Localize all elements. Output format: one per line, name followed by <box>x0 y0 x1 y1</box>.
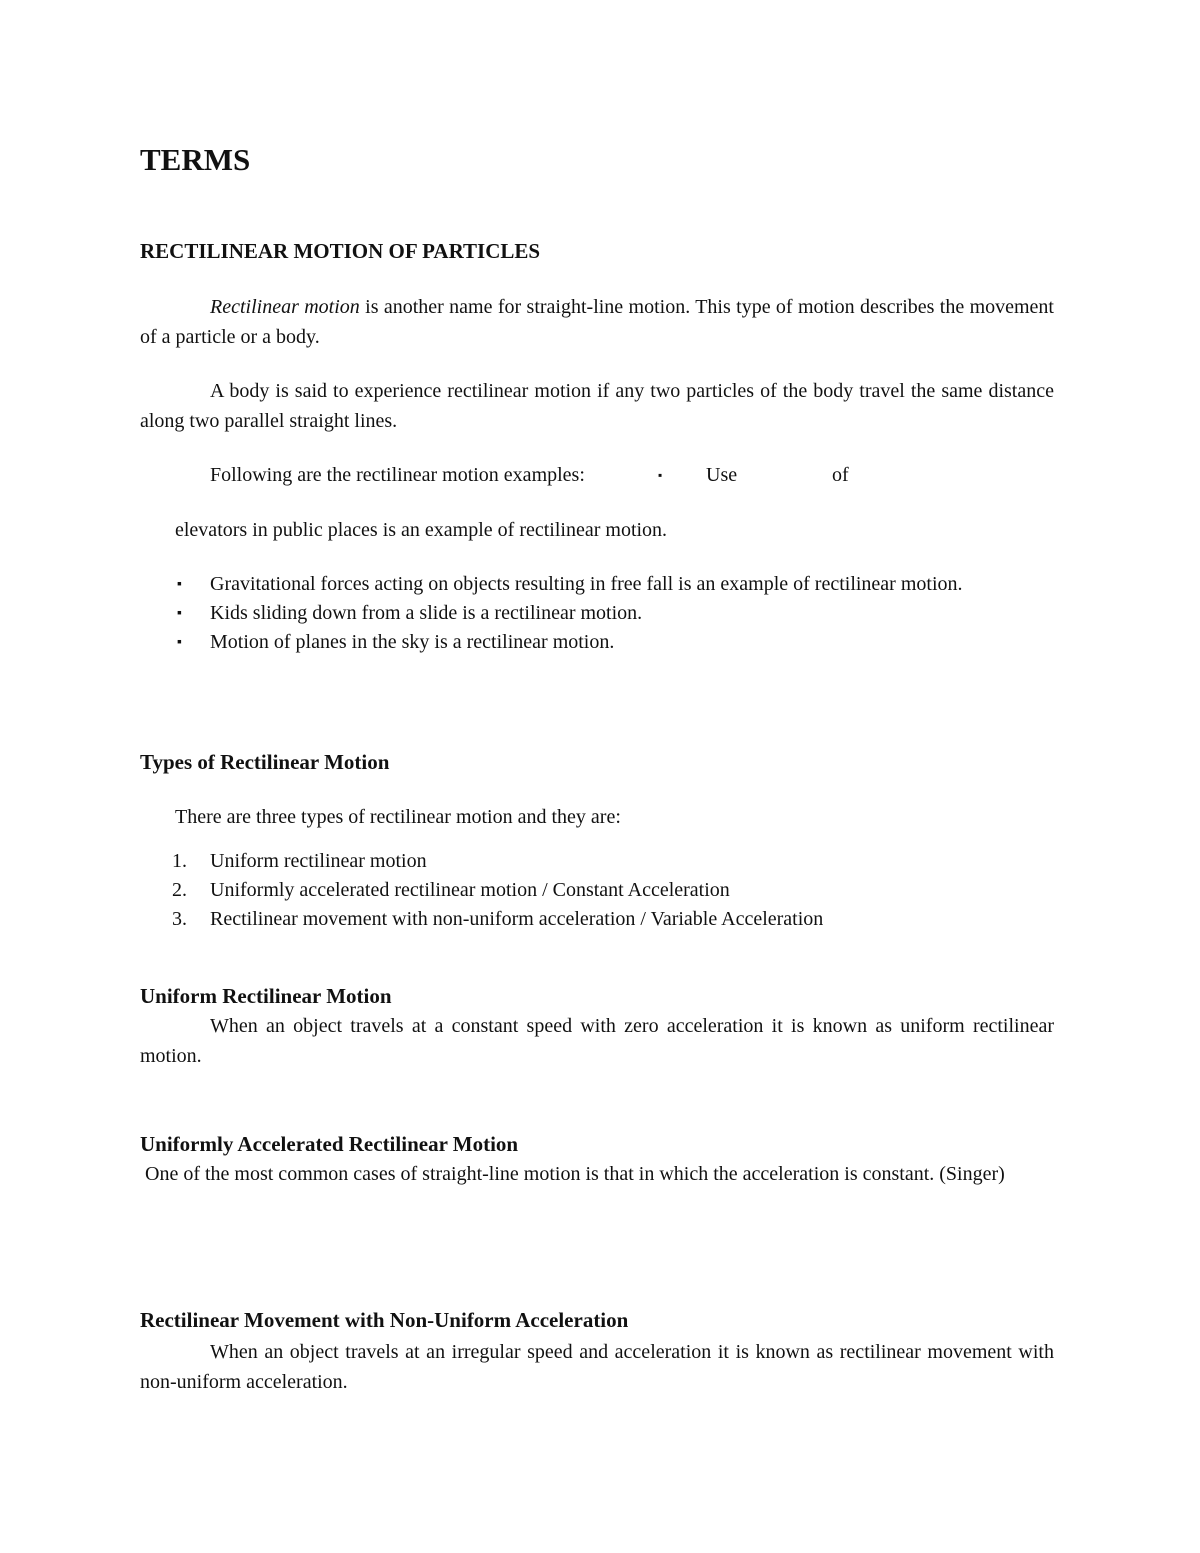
section-heading-rectilinear-motion: RECTILINEAR MOTION OF PARTICLES <box>140 239 541 263</box>
examples-of-word: of <box>832 464 849 486</box>
types-numbered-list <box>172 847 1054 934</box>
list-item: 1. Uniform rectilinear motion <box>172 850 427 872</box>
list-item: 3. Rectilinear movement with non-uniform acceleration / Variable Acceleration <box>172 908 824 930</box>
paragraph-definition <box>140 292 1054 352</box>
page-title: TERMS <box>140 142 251 177</box>
inline-bullet: ▪ <box>658 468 663 482</box>
list-item: ▪ Kids sliding down from a slide is a rectilinear motion. <box>172 599 1054 628</box>
elevators-example: elevators in public places is an example of rectilinear motion. <box>175 519 668 541</box>
examples-use-word: Use <box>706 464 738 486</box>
bullet-icon: ▪ <box>177 606 182 621</box>
paragraph-uniformly-accelerated: One of the most common cases of straight-line motion is that in which the acceleration is constant. (Singer) <box>145 1163 1005 1185</box>
section-heading-uniformly-accelerated: Uniformly Accelerated Rectilinear Motion <box>140 1132 519 1156</box>
list-item: ▪ Motion of planes in the sky is a rectilinear motion. <box>172 628 1054 657</box>
list-item: ▪ Gravitational forces acting on objects resulting in free fall is an example of rectilinear motion. <box>172 570 1054 599</box>
examples-intro: Following are the rectilinear motion examples: <box>210 464 585 486</box>
bullet-icon: ▪ <box>177 577 182 592</box>
body-rectilinear-text: A body is said to experience rectilinear motion if any two particles of the body travel the same distance along two parallel straight lines. <box>140 380 1054 432</box>
paragraph-body-rectilinear <box>140 376 1054 436</box>
section-heading-types: Types of Rectilinear Motion <box>140 750 390 774</box>
types-intro: There are three types of rectilinear motion and they are: <box>175 806 621 828</box>
paragraph-non-uniform: When an object travels at an irregular speed and acceleration it is known as rectilinear movement with non-uniform acceleration. <box>140 1341 1054 1393</box>
examples-bullet-list <box>172 570 1054 657</box>
italic-term: Rectilinear motion <box>210 296 360 318</box>
paragraph-uniform: When an object travels at a constant speed with zero acceleration it is known as uniform rectilinear motion. <box>140 1015 1054 1067</box>
list-item: 2. Uniformly accelerated rectilinear motion / Constant Acceleration <box>172 879 730 901</box>
bullet-icon: ▪ <box>177 635 182 650</box>
section-heading-non-uniform: Rectilinear Movement with Non-Uniform Acceleration <box>140 1308 629 1332</box>
section-heading-uniform: Uniform Rectilinear Motion <box>140 984 392 1008</box>
definition-text: is another name for straight-line motion. This type of motion describes the movement of a particle or a body. <box>140 296 1054 348</box>
